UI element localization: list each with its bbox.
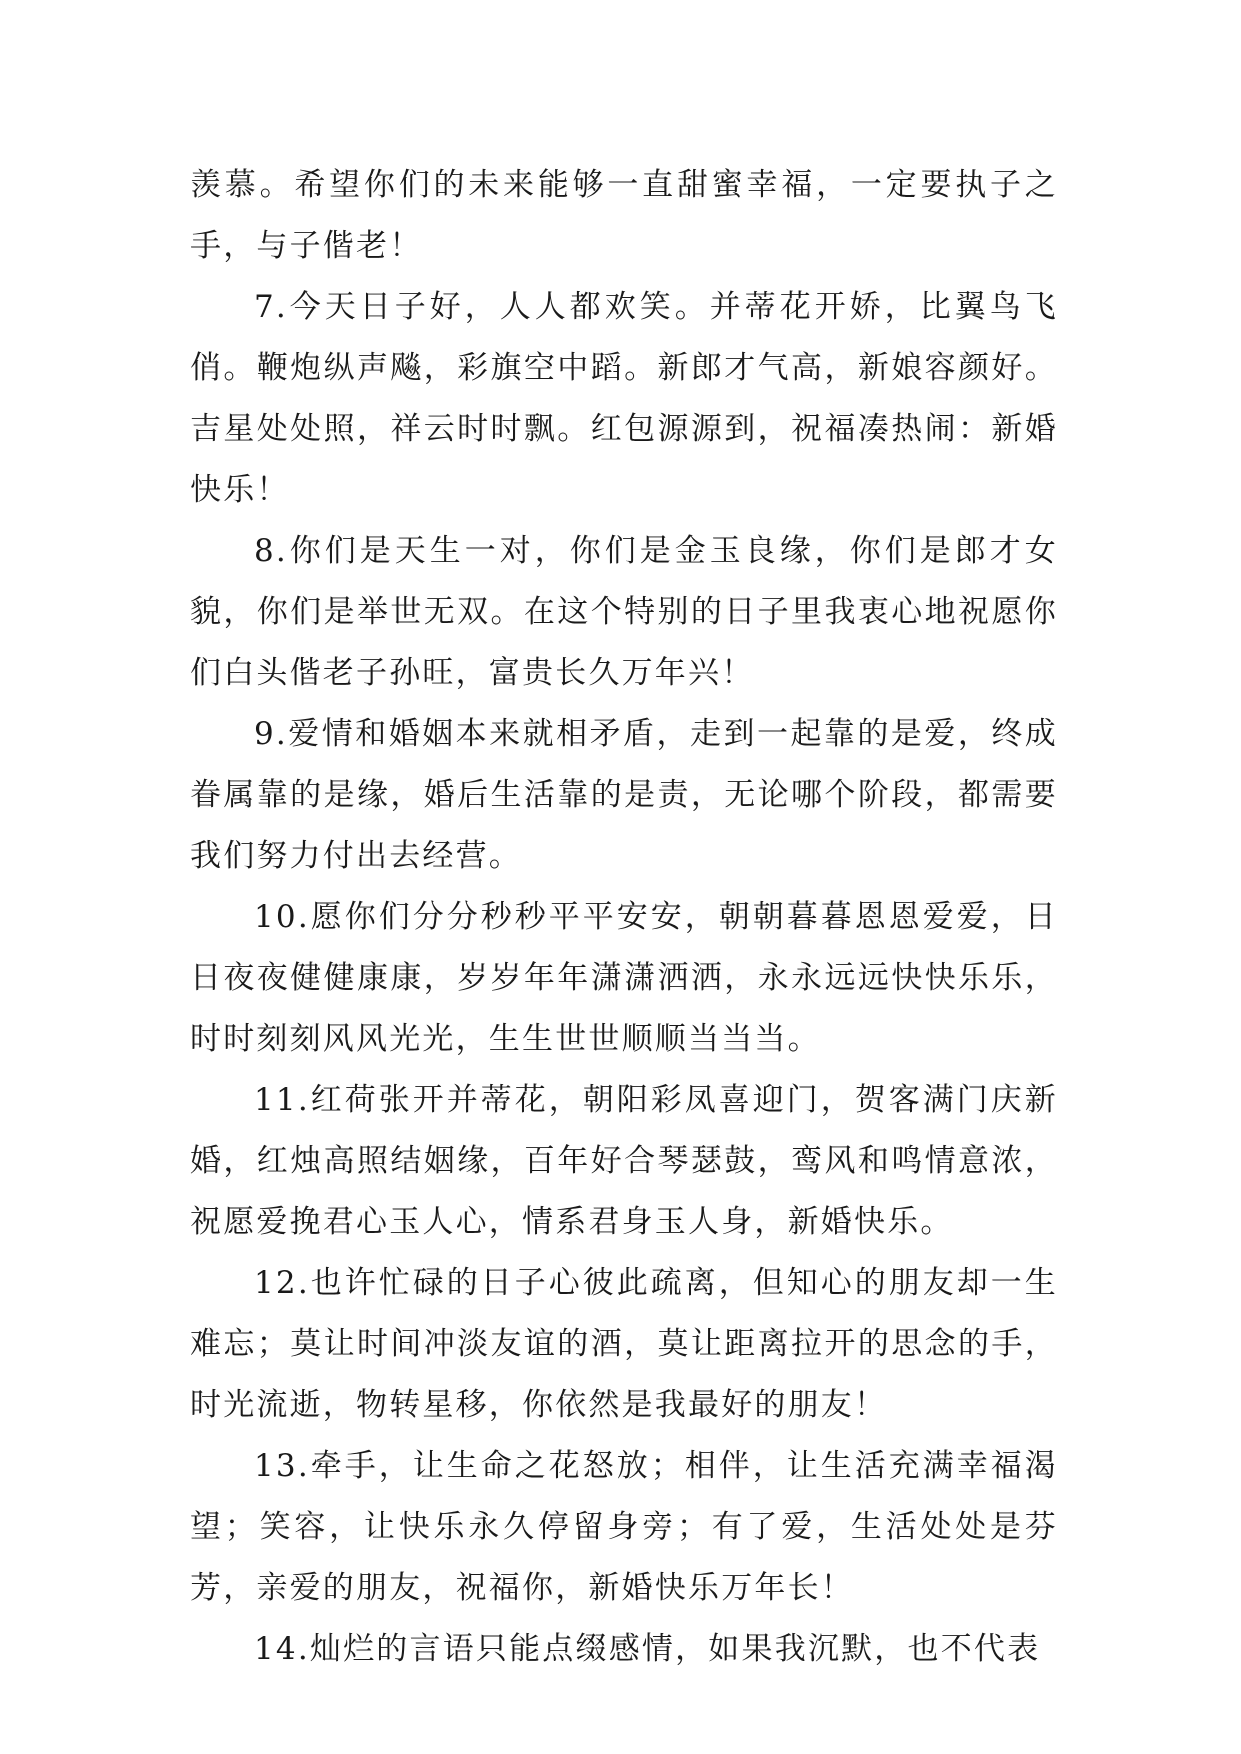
- paragraph-item-10: 10.愿你们分分秒秒平平安安，朝朝暮暮恩恩爱爱，日日夜夜健健康康，岁岁年年潇潇洒洒，永永远远快快乐乐，时时刻刻风风光光，生生世世顺顺当当当。: [190, 899, 1058, 1057]
- paragraph-continuation: 羡慕。希望你们的未来能够一直甜蜜幸福，一定要执子之手，与子偕老！: [190, 167, 1058, 264]
- paragraph-item-11: 11.红荷张开并蒂花，朝阳彩凤喜迎门，贺客满门庆新婚，红烛高照结姻缘，百年好合琴瑟鼓，鸾风和鸣情意浓，祝愿爱挽君心玉人心，情系君身玉人身，新婚快乐。: [190, 1082, 1058, 1240]
- paragraph-item-12: 12.也许忙碌的日子心彼此疏离，但知心的朋友却一生难忘；莫让时间冲淡友谊的酒，莫让距离拉开的思念的手，时光流逝，物转星移，你依然是我最好的朋友！: [190, 1265, 1058, 1423]
- paragraph-item-13: 13.牵手，让生命之花怒放；相伴，让生活充满幸福渴望；笑容，让快乐永久停留身旁；有了爱，生活处处是芬芳，亲爱的朋友，祝福你，新婚快乐万年长！: [190, 1448, 1058, 1606]
- paragraph-item-8: 8.你们是天生一对，你们是金玉良缘，你们是郎才女貌，你们是举世无双。在这个特别的日子里我衷心地祝愿你们白头偕老子孙旺，富贵长久万年兴！: [190, 533, 1058, 691]
- document-body: [190, 155, 1058, 1680]
- paragraph-item-14: 14.灿烂的言语只能点缀感情，如果我沉默，也不代表: [254, 1631, 1041, 1667]
- paragraph-item-9: 9.爱情和婚姻本来就相矛盾，走到一起靠的是爱，终成眷属靠的是缘，婚后生活靠的是责，无论哪个阶段，都需要我们努力付出去经营。: [190, 716, 1058, 874]
- paragraph-item-7: 7.今天日子好，人人都欢笑。并蒂花开娇，比翼鸟飞俏。鞭炮纵声飚，彩旗空中蹈。新郎才气高，新娘容颜好。吉星处处照，祥云时时飘。红包源源到，祝福凑热闹：新婚快乐！: [190, 289, 1058, 508]
